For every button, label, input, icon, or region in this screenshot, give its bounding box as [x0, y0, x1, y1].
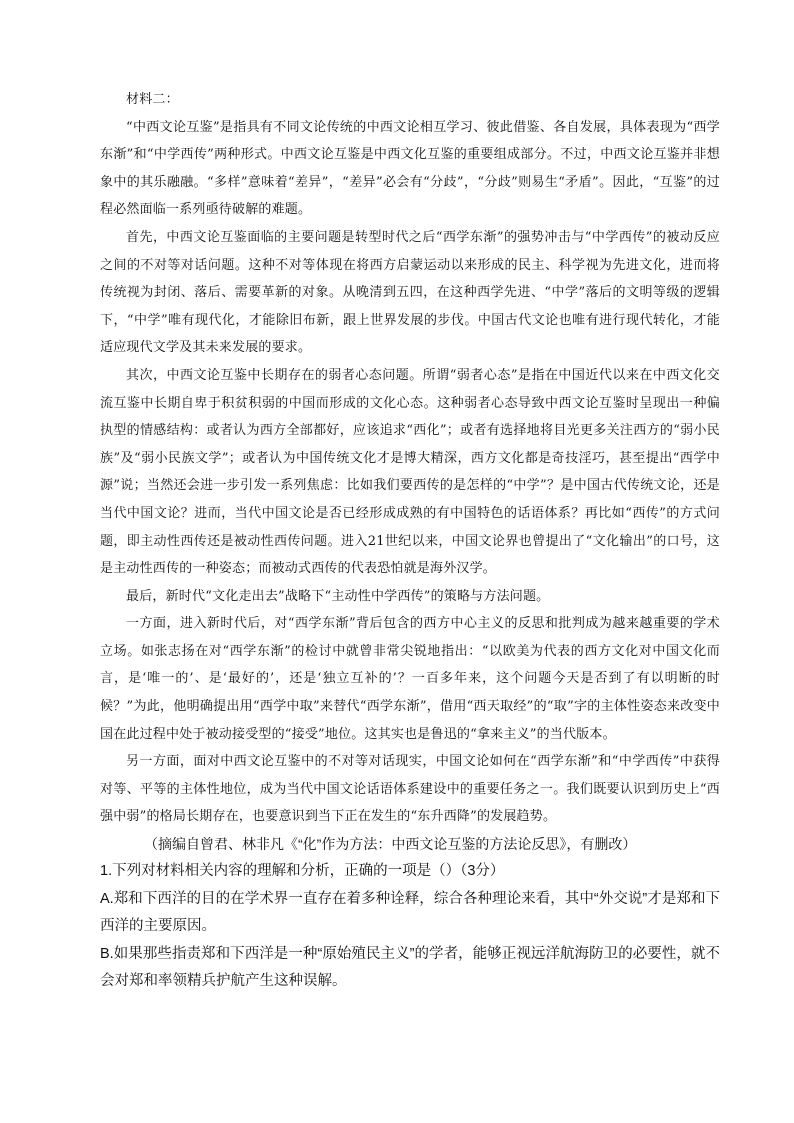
paragraph-2: 首先，中西文论互鉴面临的主要问题是转型时代之后“西学东渐”的强势冲击与“中学西传”的被动反应之间的不对等对话问题。这种不对等体现在将西方启蒙运动以来形成的民主、科学视为先进文化，进而将传统视为封闭、落后、需要革新的对象。从晚清到五四，在这种西学先进、“中学”落后的文明等级的逻辑下，“中学”唯有现代化，才能除旧布新，跟上世界发展的步伐。中国古代文论也唯有进行现代转化，才能适应现代文学及其未来发展的要求。 — [100, 229, 720, 356]
paragraph-5: 一方面，进入新时代后，对“西学东渐”背后包含的西方中心主义的反思和批判成为越来越重要的学术立场。如张志扬在对“西学东渐”的检讨中就曾非常尖锐地指出：“以欧美为代表的西方文化对中国文化而言，是‘唯一的’、是‘最好的’，还是‘独立互补的’？一百多年来，这个问题今天是否到了有以明断的时候？”为此，他明确提出用“西学中取”来替代“西学东渐”，借用“西天取经”的“取”字的主体性姿态来改变中国在此过程中处于被动接受型的“接受”地位。这其实也是鲁迅的“拿来主义”的当代版本。 — [100, 616, 720, 742]
option-b: B.如果那些指责郑和下西洋是一种“原始殖民主义”的学者，能够正视远洋航海防卫的必要性，就不会对郑和率领精兵护航产生这种误解。 — [100, 945, 720, 990]
paragraph-4: 最后，新时代“文化走出去”战略下“主动性中学西传”的策略与方法问题。 — [126, 588, 550, 604]
source-note: （摘编自曾君、林非凡《“化”作为方法：中西文论互鉴的方法论反思》，有删改） — [144, 836, 637, 853]
paragraph-6: 另一方面，面对中西文论互鉴中的不对等对话现实，中国文论如何在“西学东渐”和“中学西传”中获得对等、平等的主体性地位，成为当代中国文论话语体系建设中的重要任务之一。我们既要认识到历史上“西强中弱”的格局长期存在，也要意识到当下正在发生的“东升西降”的发展趋势。 — [100, 754, 720, 825]
material-title: 材料二： — [126, 92, 179, 107]
paragraph-1: “中西文论互鉴”是指具有不同文论传统的中西文论相互学习、彼此借鉴、各自发展，具体表现为“西学东渐”和“中学西传”两种形式。中西文论互鉴是中西文化互鉴的重要组成部分。不过，中西文论互鉴并非想象中的其乐融融。“多样”意味着“差异”，“差异”必会有“分歧”，“分歧”则易生“矛盾”。因此，“互鉴”的过程必然面临一系列亟待破解的难题。 — [100, 119, 720, 218]
text-block — [100, 86, 720, 996]
option-a: A.郑和下西洋的目的在学术界一直存在着多种诠释，综合各种理论来看，其中“外交说”才是郑和下西洋的主要原因。 — [100, 890, 720, 935]
question-stem: 1.下列对材料相关内容的理解和分析，正确的一项是（）（3分） — [100, 863, 505, 880]
paragraph-3: 其次，中西文论互鉴中长期存在的弱者心态问题。所谓“弱者心态”是指在中国近代以来在中西文化交流互鉴中长期自卑于积贫积弱的中国而形成的文化心态。这种弱者心态导致中西文论互鉴时呈现出一种偏执型的情感结构：或者认为西方全部都好，应该追求“西化”；或者有选择地将目光更多关注西方的“弱小民族”及“弱小民族文学”；或者认为中国传统文化才是博大精深，西方文化都是奇技淫巧，甚至提出“西学中源”说；当然还会进一步引发一系列焦虑：比如我们要西传的是怎样的“中学”？是中国古代传统文论，还是当代中国文论？进而，当代中国文论是否已经形成成熟的有中国特色的话语体系？再比如“西传”的方式问题，即主动性西传还是被动性西传问题。进入21世纪以来，中国文论界也曾提出了“文化输出”的口号，这是主动性西传的一种姿态；而被动式西传的代表恐怕就是海外汉学。 — [100, 367, 720, 577]
